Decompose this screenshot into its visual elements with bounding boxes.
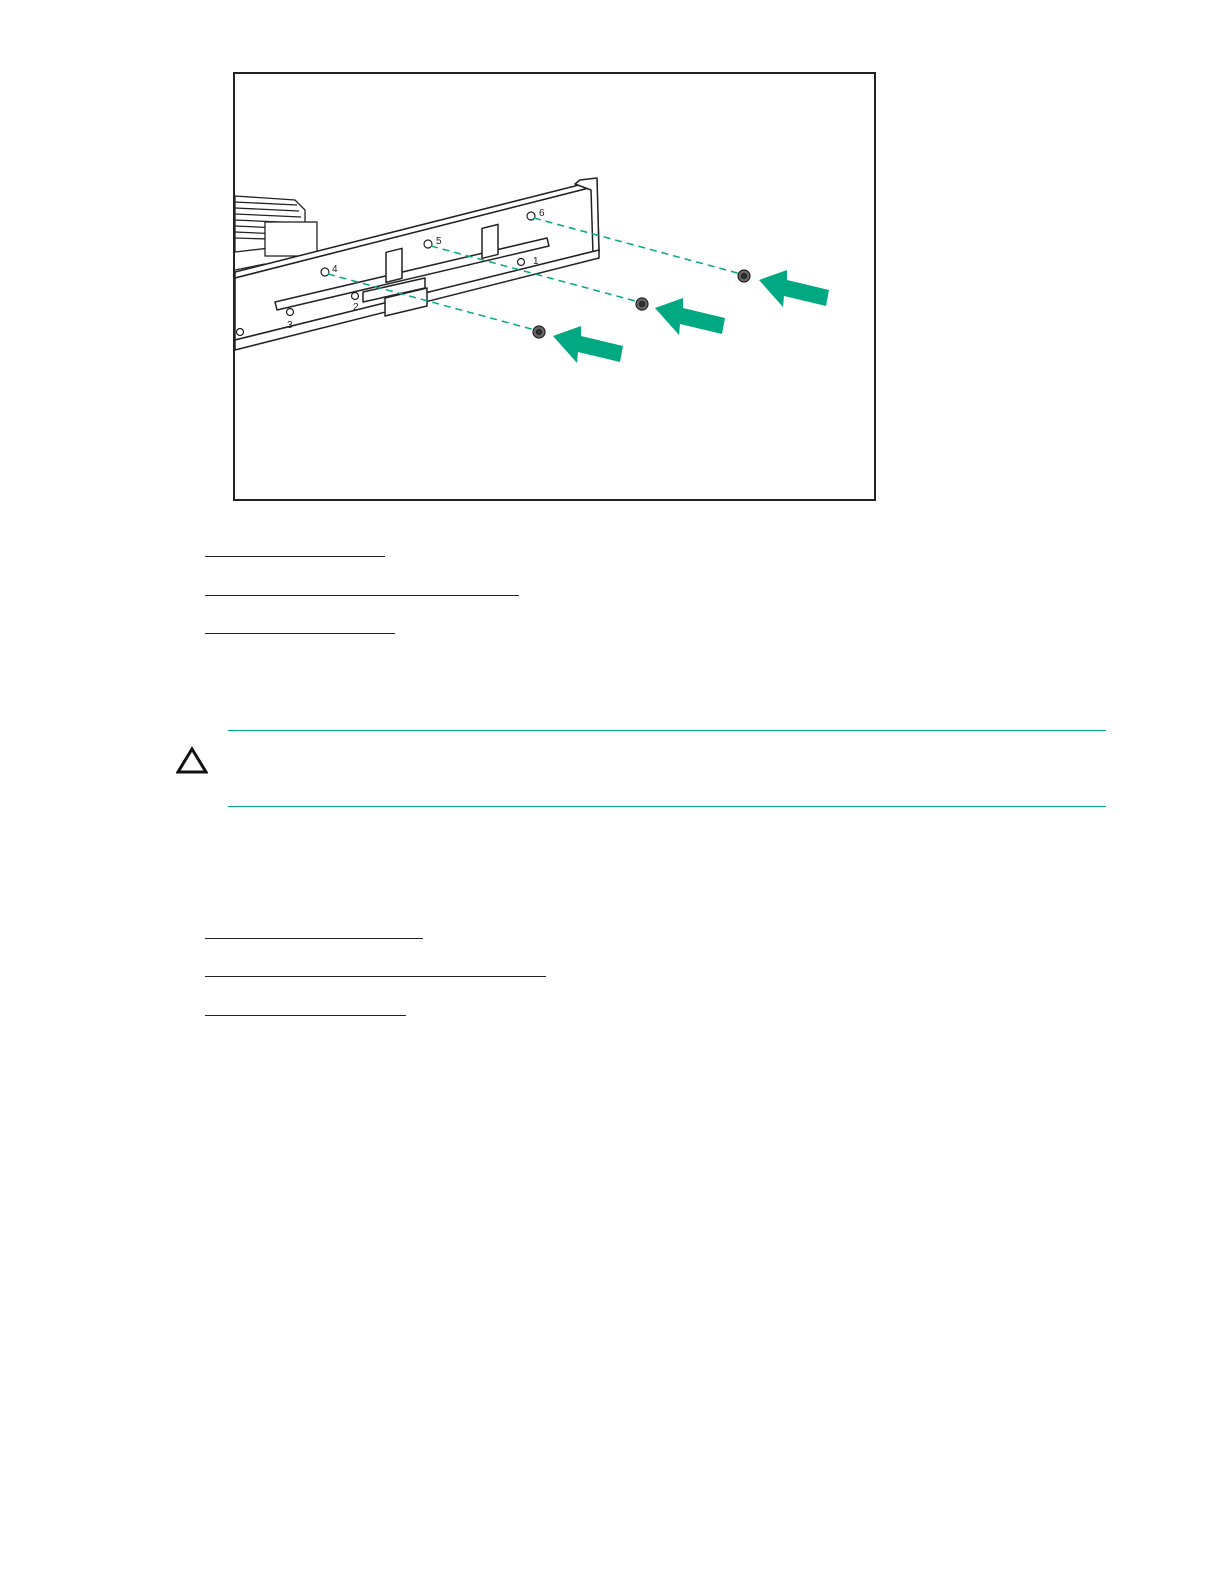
slot-label-1: 1 bbox=[533, 256, 539, 267]
slot-label-4: 4 bbox=[332, 264, 338, 275]
link-item[interactable] bbox=[205, 633, 395, 634]
arrow-icon bbox=[553, 326, 623, 363]
link-item[interactable] bbox=[205, 595, 519, 596]
screw-icon bbox=[636, 298, 648, 310]
link-item[interactable] bbox=[205, 976, 546, 977]
riser-screw-diagram bbox=[235, 74, 874, 499]
caution-triangle-icon bbox=[176, 746, 208, 774]
arrow-icon bbox=[655, 298, 725, 335]
slot-label-6: 6 bbox=[539, 208, 545, 219]
link-item[interactable] bbox=[205, 556, 385, 557]
link-item[interactable] bbox=[205, 1015, 406, 1016]
caution-bottom-rule bbox=[228, 806, 1106, 807]
slot-label-5: 5 bbox=[436, 236, 442, 247]
caution-top-rule bbox=[228, 730, 1106, 731]
link-item[interactable] bbox=[205, 938, 423, 939]
installation-illustration bbox=[233, 72, 876, 501]
slot-label-3: 3 bbox=[287, 320, 293, 331]
screw-icon bbox=[738, 270, 750, 282]
insert-arrows bbox=[553, 270, 829, 363]
arrow-icon bbox=[759, 270, 829, 307]
slot-label-2: 2 bbox=[353, 302, 359, 313]
screw-icon bbox=[533, 326, 545, 338]
